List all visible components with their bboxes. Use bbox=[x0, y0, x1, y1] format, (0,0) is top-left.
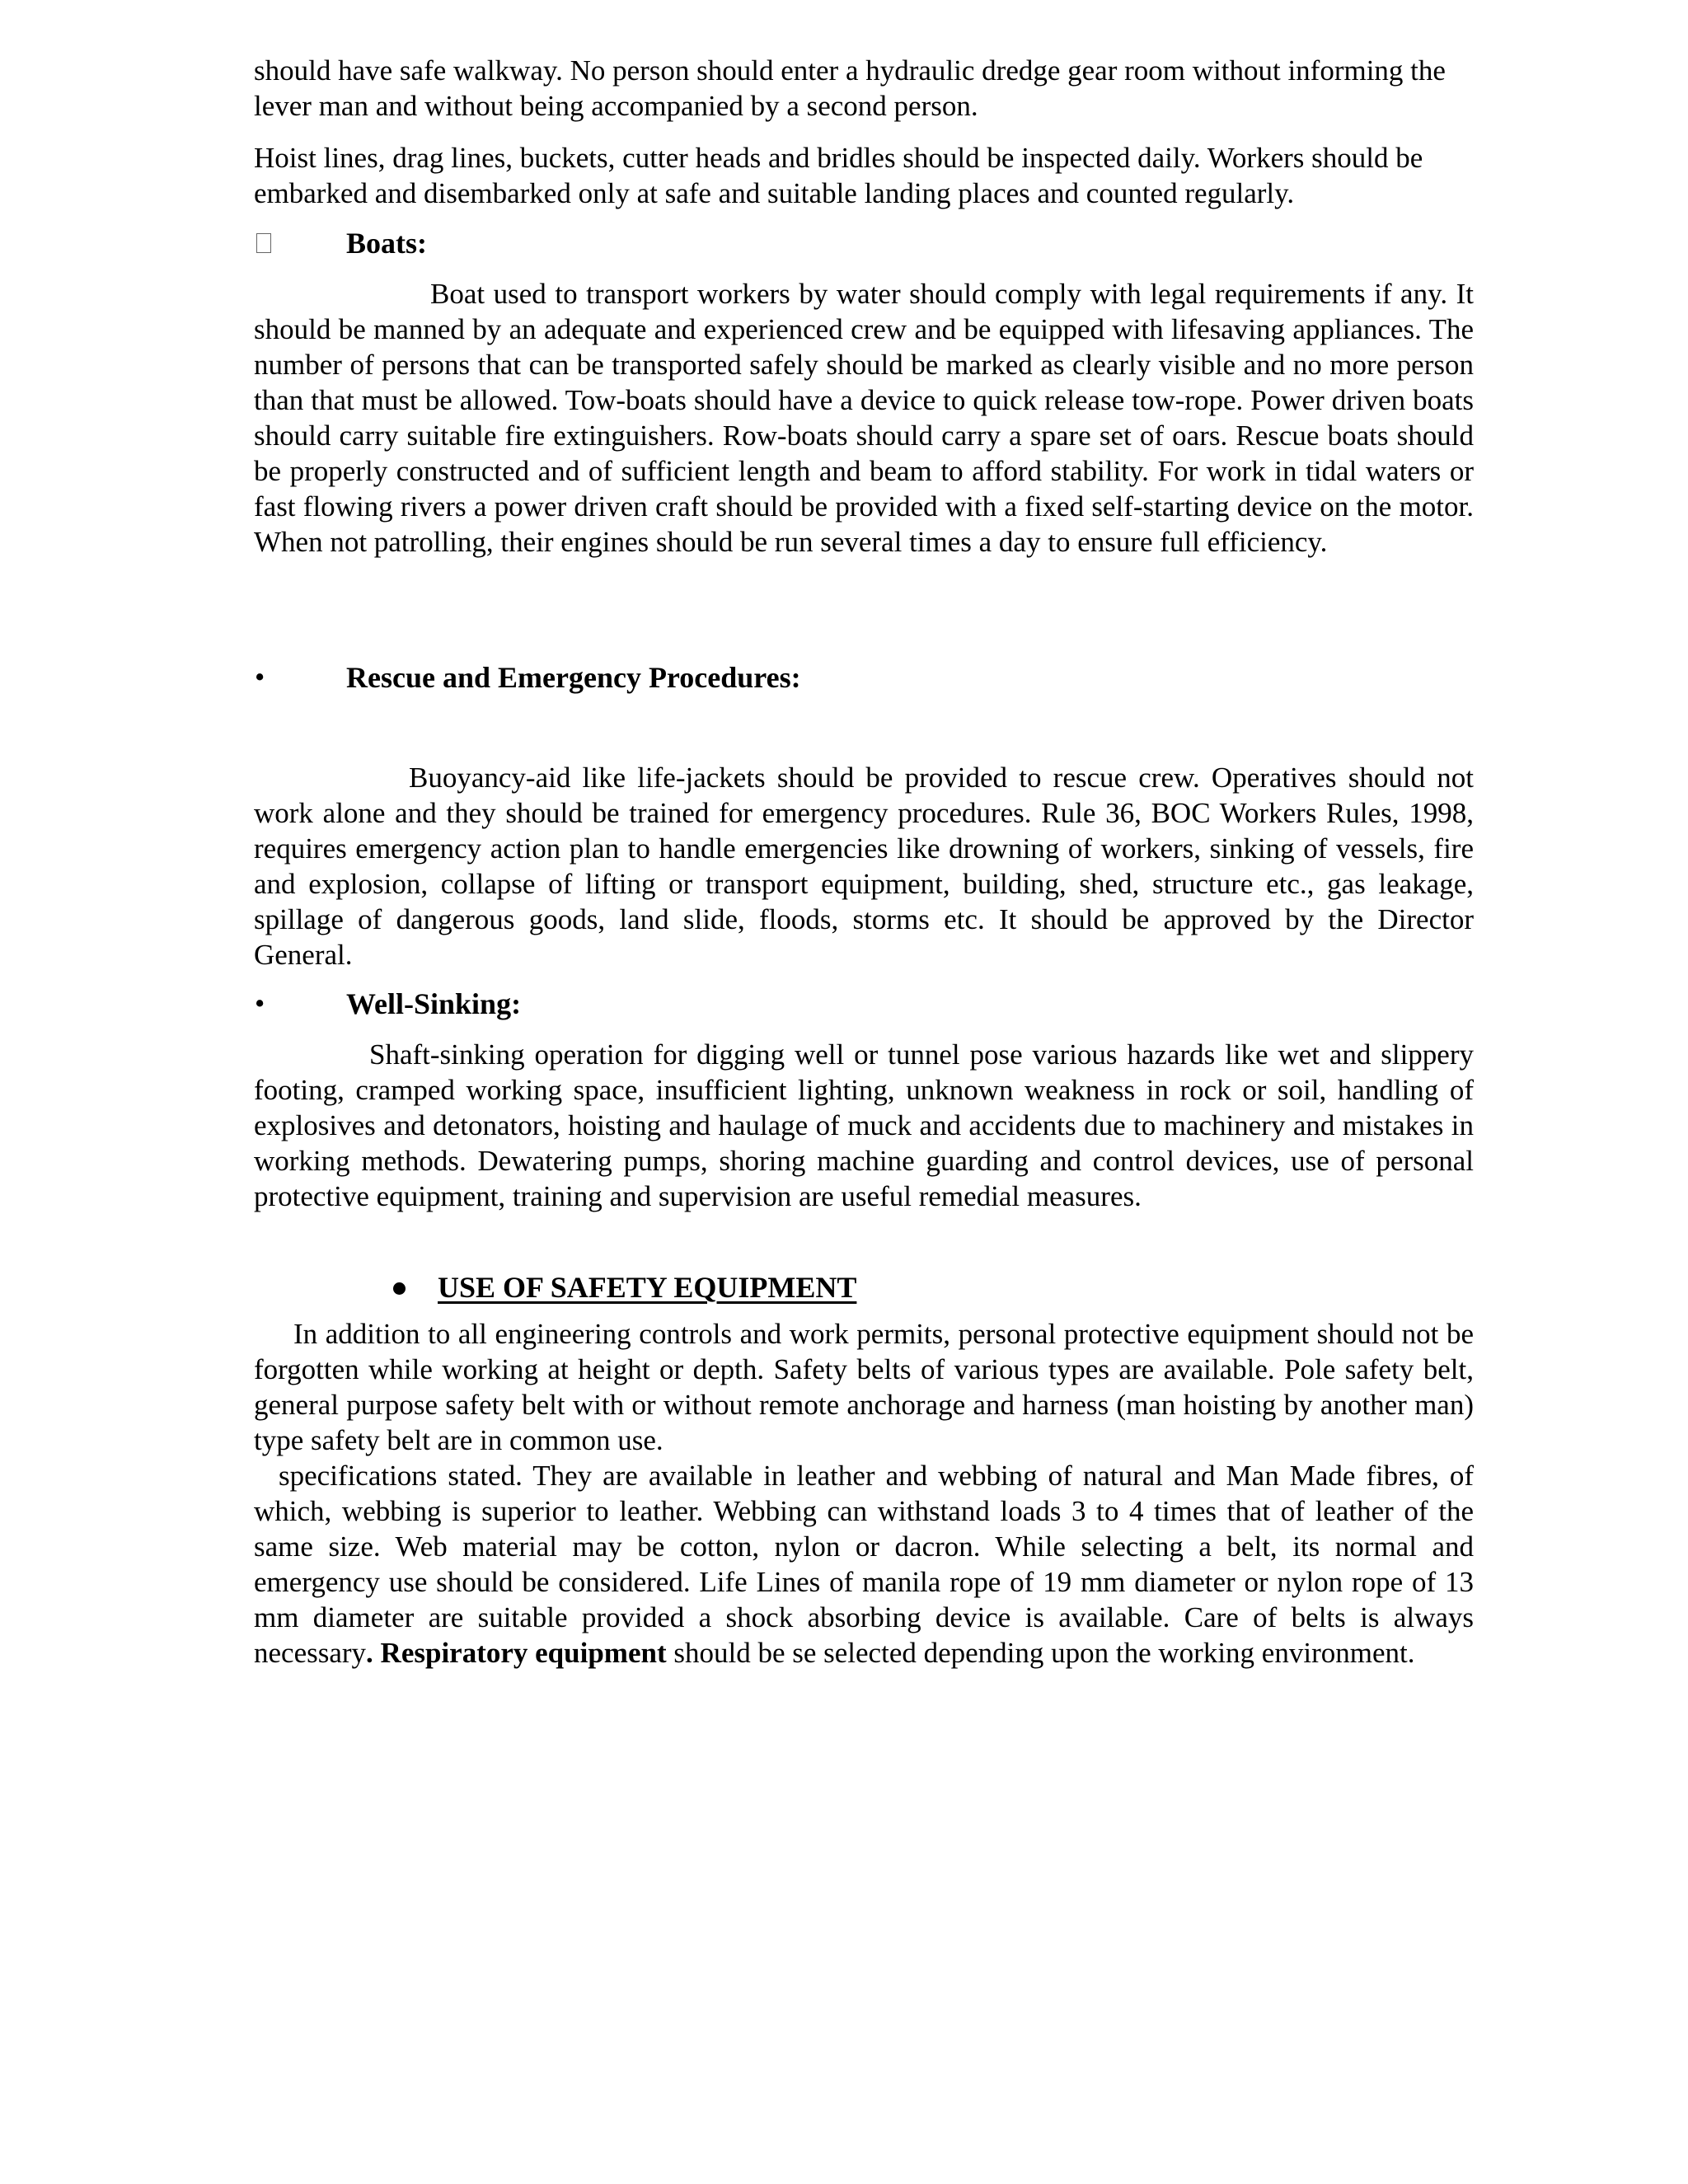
specs-text-part1: specifications stated. They are available in leather and webbing of natural and Man Made fibres, of which, webbing is superior to leather. Webbing can withstand loads 3 to 4 times that of leather of the same size. Web material may be cotton, nylon or dacron. While selecting a belt, its normal and emergency use should be considered. Life Lines of manila rope of 19 mm diameter or nylon rope of 13 mm diameter are suitable provided a shock absorbing device is available. Care of belts is always necessary bbox=[254, 1460, 1474, 1669]
paragraph-rescue: Buoyancy-aid like life-jackets should be provided to rescue crew. Operatives should not work alone and they should be trained for emergency procedures. Rule 36, BOC Workers Rules, 1998, requires emergency action plan to handle emergencies like drowning of workers, sinking of vessels, fire and explosion, collapse of lifting or transport equipment, building, shed, structure etc., gas leakage, spillage of dangerous goods, land slide, floods, storms etc. It should be approved by the Director General. bbox=[254, 762, 1474, 971]
specs-bold-respiratory: . Respiratory equipment bbox=[366, 1637, 667, 1669]
heading-well-sinking: Well-Sinking: bbox=[346, 987, 522, 1020]
heading-boats: Boats: bbox=[346, 227, 427, 260]
paragraph-safety-intro: In addition to all engineering controls and work permits, personal protective equipment should not be forgotten while working at height or depth. Safety belts of various types are available. Pole safety belt, general purpose safety belt with or without remote anchorage and harness (man hoisting by another man) type safety belt are in common use. bbox=[254, 1318, 1474, 1456]
paragraph-boats: Boat used to transport workers by water should comply with legal requirements if any. It should be manned by an adequate and experienced crew and be equipped with lifesaving appliances. The number of persons that can be transported safely should be marked as clearly visible and no more person than that must be allowed. Tow-boats should have a device to quick release tow-rope. Power driven boats should carry suitable fire extinguishers. Row-boats should carry a spare set of oars. Rescue boats should be properly constructed and of sufficient length and beam to afford stability. For work in tidal waters or fast flowing rivers a power driven craft should be provided with a fixed self-starting device on the motor. When not patrolling, their engines should be run several times a day to ensure full efficiency. bbox=[254, 278, 1474, 558]
heading-safety-equipment: USE OF SAFETY EQUIPMENT bbox=[438, 1271, 857, 1304]
paragraph-hoist-lines: Hoist lines, drag lines, buckets, cutter heads and bridles should be inspected daily. Workers should be embarked and disembarked only at safe and suitable landing places and counted regularly. bbox=[254, 142, 1423, 209]
bullet-disc-icon bbox=[393, 1282, 406, 1295]
heading-rescue: Rescue and Emergency Procedures: bbox=[346, 661, 801, 694]
bullet-well-sinking: • bbox=[255, 987, 265, 1019]
bullet-rescue: • bbox=[255, 661, 265, 693]
paragraph-dredge-walkway: should have safe walkway. No person should enter a hydraulic dredge gear room without informing the lever man and without being accompanied by a second person. bbox=[254, 54, 1446, 122]
specs-text-part2: should be se selected depending upon the working environment. bbox=[666, 1637, 1415, 1669]
paragraph-well-sinking: Shaft-sinking operation for digging well or tunnel pose various hazards like wet and slippery footing, cramped working space, insufficient lighting, unknown weakness in rock or soil, handling of explosives and detonators, hoisting and haulage of muck and accidents due to machinery and mistakes in working methods. Dewatering pumps, shoring machine guarding and control devices, use of personal protective equipment, training and supervision are useful remedial measures. bbox=[254, 1038, 1474, 1212]
paragraph-specifications bbox=[254, 1458, 1474, 1671]
checkbox-glyph-icon bbox=[256, 233, 271, 253]
